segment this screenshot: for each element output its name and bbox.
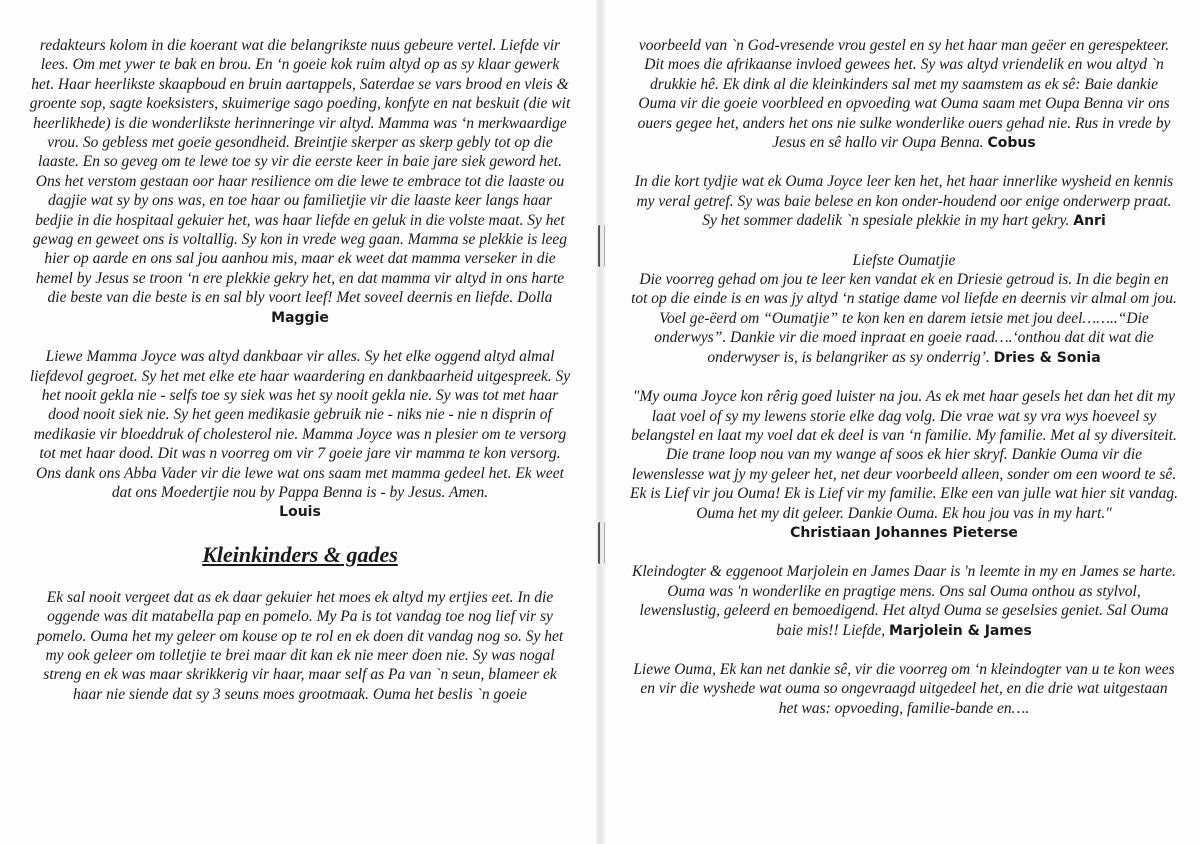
right-column xyxy=(630,36,1178,718)
section-heading: Kleinkinders & gades xyxy=(202,541,398,567)
signature-louis: Louis xyxy=(279,504,321,521)
tribute-kleindogter: Liewe Ouma, Ek kan net dankie sê, vir die voorreg om ‘n kleindogter van u te kon wees en vir die wyshede wat ouma so ongevraagd uitgedeel het, en die drie wat uitgestaan het was: opvoeding, familie-bande en…. xyxy=(633,660,1175,717)
tribute-maggie: redakteurs kolom in die koerant wat die belangrikste nuus gebeure vertel. Liefde vir lees. Om met ywer te bak en brou. En ‘n goeie kok ruim altyd op as sy klaar gewerk het. Haar heerlikste skaapboud en bruin aartappels, Saterdae se vars brood en vleis & groente sop, sagte koeksisters, skuimerige sago poeding, konfyte en nat beskuit (die wit heerlikhede) is die wonderlikste herinneringe vir altyd. Mamma was ‘n merkwaardige vrou. So gebless met goeie gesondheid. Breintjie skerper as skerp gebly tot op die laaste. En so geveg om te lewe toe sy vir die eerste keer in baie jare siek geword het. Ons het verstom gestaan oor haar resilience om die lewe te embrace tot die laaste ou dagjie wat sy by ons was, en toe haar ou familietjie vir die laaste keer langs haar bedjie in die hospitaal gekuier het, was haar liefde en geluk in die volste maat. Sy het gewag en geweet ons is voltallig. Sy kon in vrede weg gaan. Mamma se plekkie is leeg hier op aarde en ons sal jou aanhou mis, maar ek weet dat mamma verseker in die hemel by Jesus se troon ‘n ere plekkie gekry het, en dat mamma vir altyd in ons harte die beste van die beste is en sal bly voort leef! Met soveel deernis en liefde. Dolla Maggie xyxy=(29,37,571,326)
signature-christiaan: Christiaan Johannes Pieterse xyxy=(790,524,1018,541)
tribute-cobus-start: Ek sal nooit vergeet dat as ek daar gekuier het moes ek altyd my ertjies eet. In die oggende was dit matabella pap en pomelo. My Pa is tot vandag toe nog lief vir sy pomelo. Ouma het my geleer om kouse op te rol en ek doen dit vandag nog so. Sy het my ook geleer om tolletjie te brei maar dit kan ek nie meer doen nie. Sy was nogal streng en ek was maar skrikkerig vir haar, maar self as Pa van `n seun, blameer ek haar nie siende dat sy 3 seuns moes grootmaak. Ouma het beslis `n goeie xyxy=(36,588,564,703)
tribute-marjolein-james: Kleindogter & eggenoot Marjolein en James Daar is 'n leemte in my en James se harte. Ouma was 'n wonderlike en pragtige mens. Ons sal Ouma onthou as stylvol, lewenslustig, geleerd en bemoedigend. Het altyd Ouma se geselsies geniet. Sal Ouma baie mis!! Liefde, Marjolein & James xyxy=(632,563,1176,639)
signature-dries-sonia: Dries & Sonia xyxy=(993,349,1101,366)
left-page xyxy=(0,0,598,844)
left-column xyxy=(28,36,572,704)
tribute-anri: In die kort tydjie wat ek Ouma Joyce leer ken het, het haar innerlike wysheid en kennis my veral getref. Sy was baie belese en kon onder-houdend oor enige onderwerp praat. Sy het sommer dadelik `n spesiale plekkie in my hart gekry. Anri xyxy=(634,173,1174,230)
tribute-dries-sonia: Die voorreg gehad om jou te leer ken vandat ek en Driesie getroud is. In die begin en tot op die einde is en was jy altyd ‘n statige dame vol liefde en deernis vir almal om jou. Voel ge-ëerd om “Oumatjie” te kon ken en darem ietsie met jou deel……..“Die onderwys”. Dankie vir die moed inpraat en goeie raad….‘onthou dat dit wat die onderwyser is, is belangriker as sy onderrig’. Dries & Sonia xyxy=(631,271,1177,366)
signature-marjolein-james: Marjolein & James xyxy=(889,622,1032,639)
tribute-cobus-end: voorbeeld van `n God-vresende vrou gestel en sy het haar man geëer en gerespekteer. Dit moes die afrikaanse invloed gewees het. Sy was altyd vriendelik en wou altyd `n drukkie hê. Ek dink al die kleinkinders sal met my saamstem as ek sê: Baie dankie Ouma vir die goeie voorbleed en opvoeding wat Ouma saam met Oupa Benna vir ons ouers gegee het, anders het ons nie sulke wonderlike ouers gehad nie. Rus in vrede by Jesus en sê hallo vir Oupa Benna. Cobus xyxy=(637,37,1171,152)
signature-cobus: Cobus xyxy=(987,135,1036,152)
right-page xyxy=(604,0,1200,844)
tribute-louis: Liewe Mamma Joyce was altyd dankbaar vir alles. Sy het elke oggend altyd almal liefdevol gegroet. Sy het met elke ete haar waardering en dankbaarheid uitgespreek. Sy het nooit gekla nie - selfs toe sy siek was het sy nooit gekla nie. Sy was tot met haar dood nooit siek nie. Sy het geen medikasie gebruik nie - niks nie - nie n disprin of medikasie vir bloeddruk of cholesterol nie. Mamma Joyce was n plesier om te versorg tot met haar dood. Dit was n voorreg om vir 7 goeie jare vir mamma te kon versorg. Ons dank ons Abba Vader vir die lewe wat ons saam met mamma gedeel het. Ek weet dat ons Moedertjie nou by Pappa Benna is - by Jesus. Amen. Louis xyxy=(29,348,571,521)
signature-anri: Anri xyxy=(1073,213,1106,230)
tribute-christiaan: "My ouma Joyce kon rêrig goed luister na jou. As ek met haar gesels het dan het dit my laat voel of sy my lewens storie elke dag volg. Die vrae wat sy vra wys hoeveel sy belangstel en laat my voel dat ek deel is van ‘n familie. My familie. Met al sy diversiteit. Die trane loop nou van my wange af soos ek hier skryf. Dankie Ouma vir die lewenslesse wat jy my geleer het, net deur voorbeeld alleen, sonder om een woord te sê. Ek is Lief vir jou Ouma! Ek is Lief vir my familie. Elke een van julle wat hier sit vandag. Ouma het my dit geleer. Dankie Ouma. Ek hou jou vas in my hart." Christiaan Johannes Pieterse xyxy=(630,388,1178,541)
signature-maggie: Maggie xyxy=(271,309,329,326)
greeting-oumatjie: Liefste Oumatjie xyxy=(852,251,956,269)
